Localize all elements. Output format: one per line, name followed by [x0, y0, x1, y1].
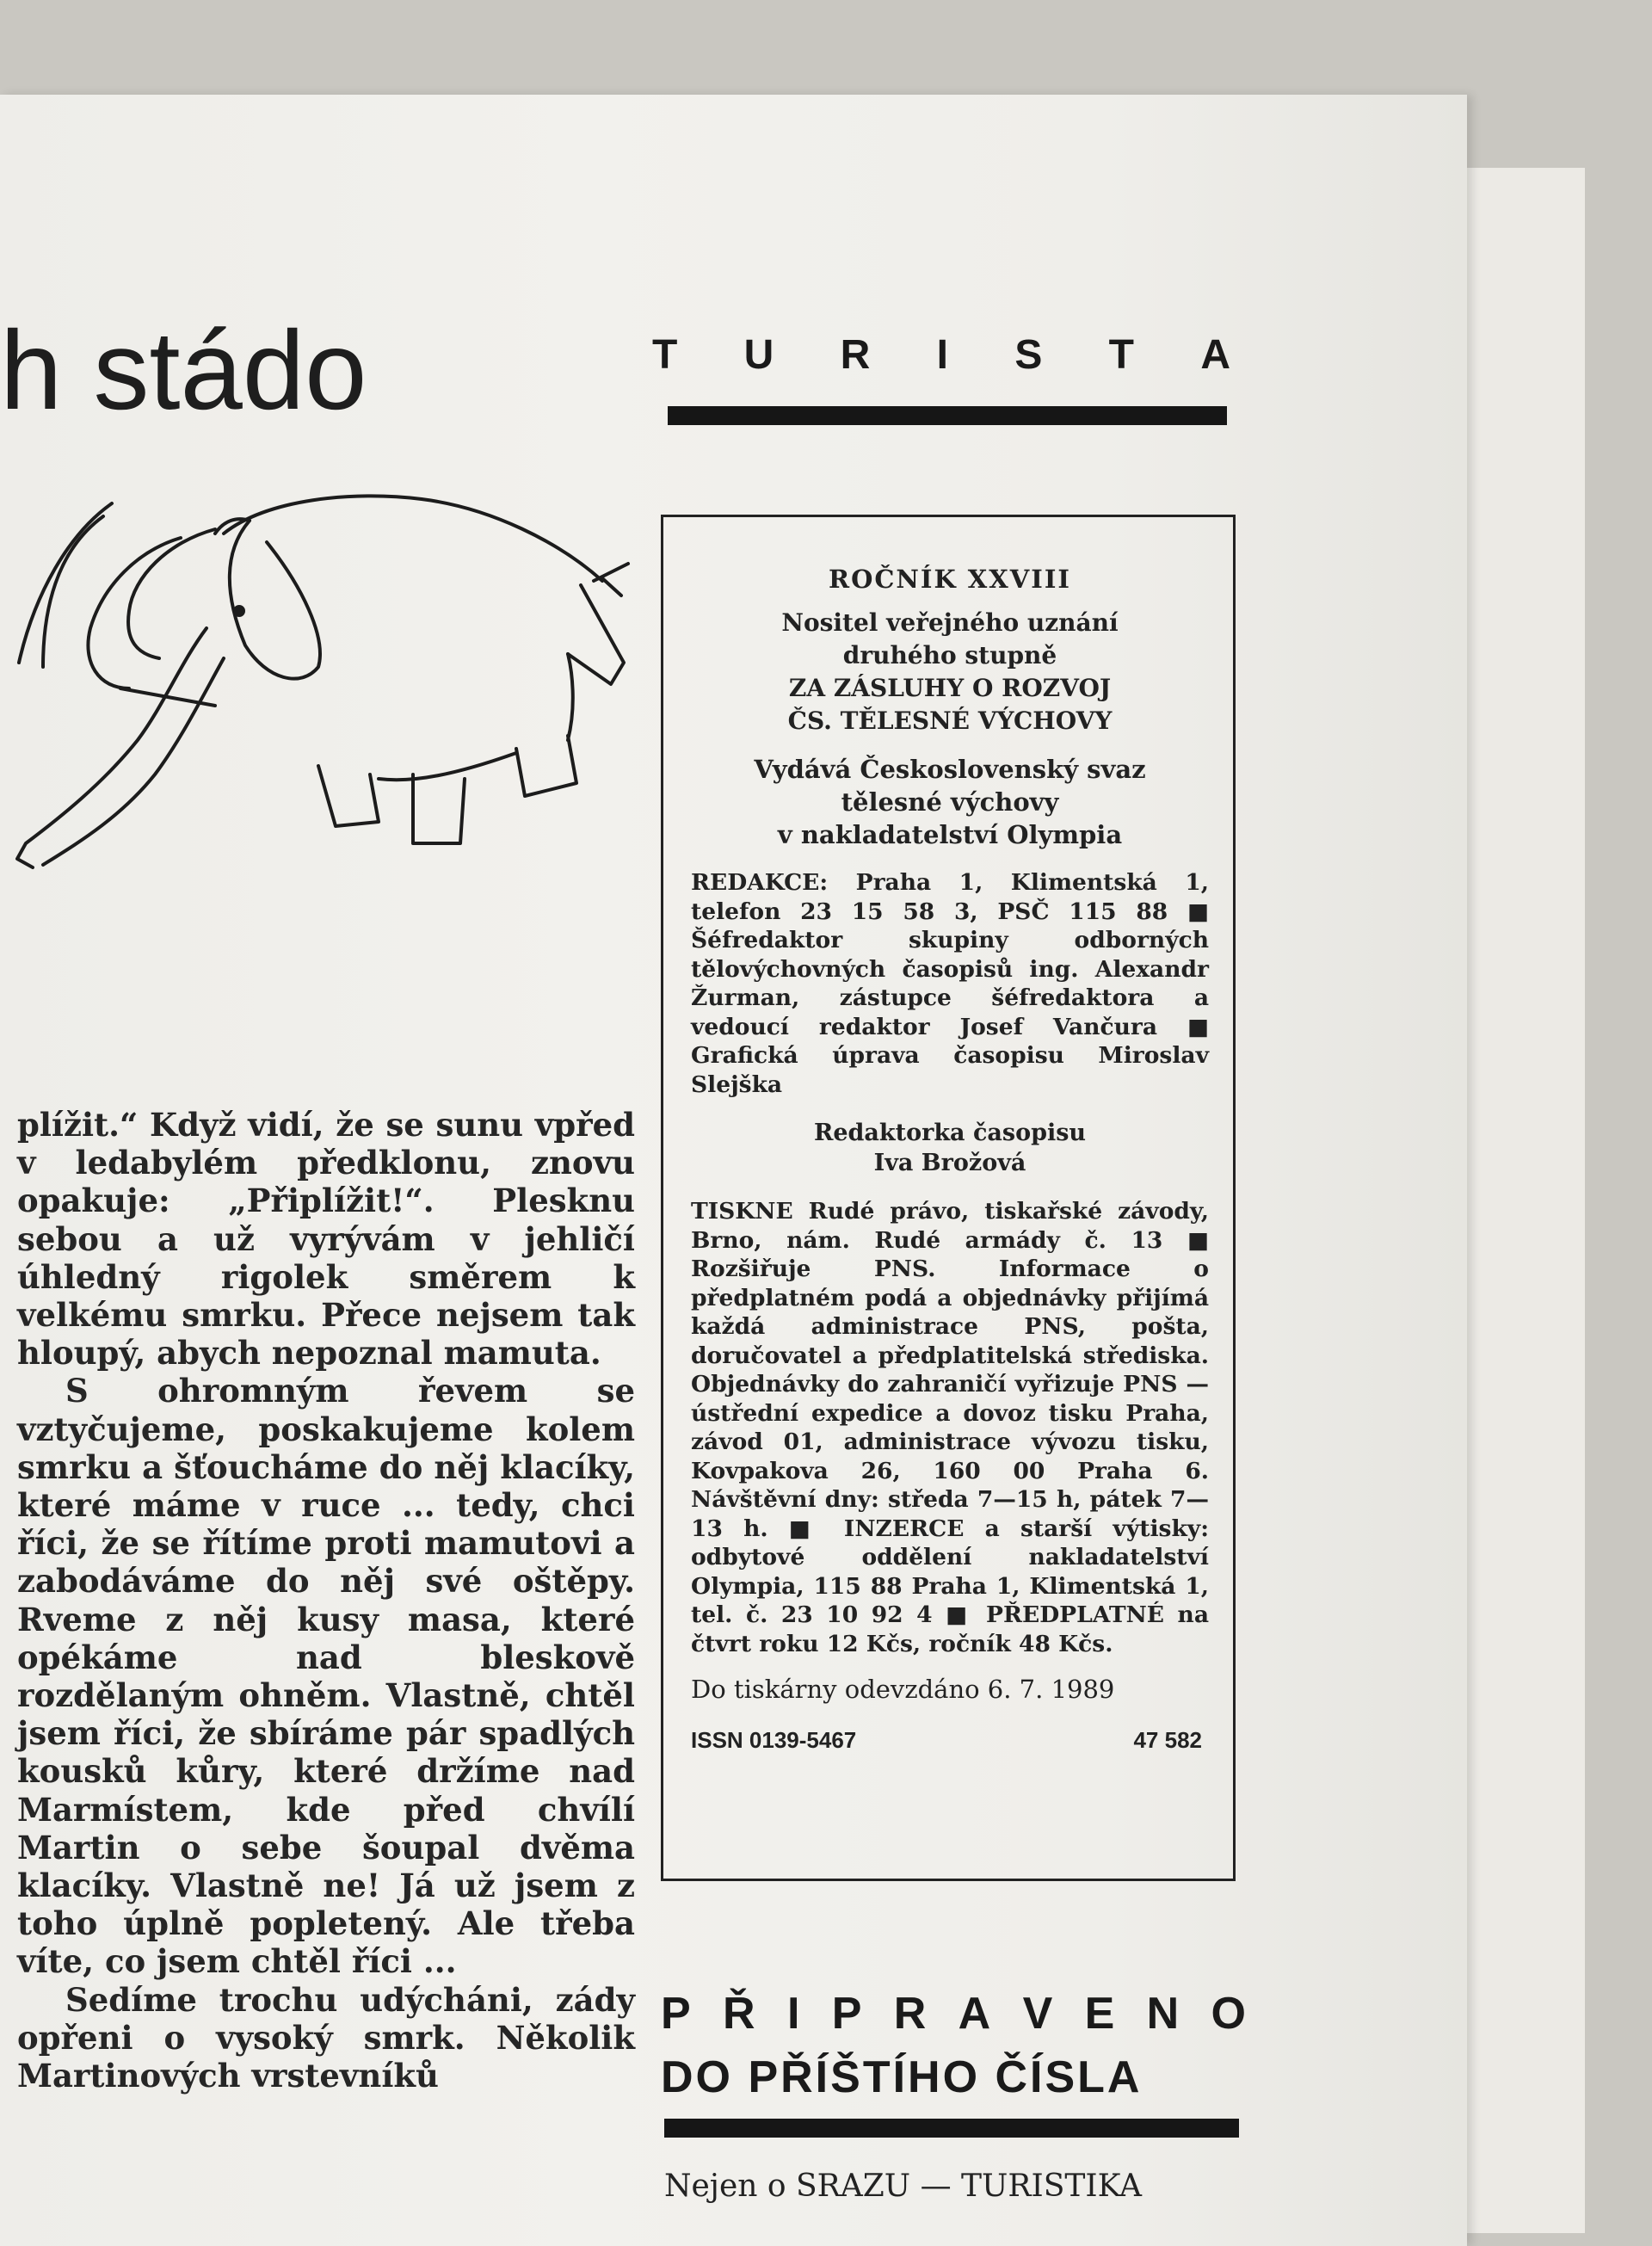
issn: ISSN 0139-5467 — [691, 1727, 857, 1753]
issn-row — [691, 1727, 1209, 1754]
masthead-letter: A — [1200, 332, 1230, 378]
next-issue-rule — [664, 2119, 1239, 2138]
volume-number: ROČNÍK XXVIII — [828, 565, 1071, 594]
article-paragraph: S ohromným řevem se vztyčujeme, poskakujeme kolem smrku a šťoucháme do něj klacíky, které máme v ruce ... tedy, chci říci, že se řítíme proti mamutovi a zabodáváme do něj své oštěpy. Rveme z něj kusy masa, které opékáme nad bleskově rozdělaným ohněm. Vlastně, chtěl jsem říci, že sbíráme pár spadlých kousků kůry, které držíme nad Marmístem, kde před chvílí Martin o sebe šoupal dvěma klacíky. Vlastně ne! Já už jsem z toho úplně popletený. Ale třeba víte, co jsem chtěl říci ... — [17, 1372, 635, 1981]
mammoth-illustration — [9, 482, 663, 938]
masthead-turista — [652, 331, 1230, 379]
masthead-letter: T — [1108, 332, 1134, 378]
masthead-letter: T — [652, 332, 678, 378]
printing-info-text: TISKNE Rudé právo, tiskařské závody, Brno, nám. Rudé armády č. 13 ■ Rozšiřuje PNS. Informace o předplatném podá a objednávky přijímá každá administrace PNS, pošta, doručovatel a předplatitelská střediska. Objednávky do zahraničí vyřizuje PNS — ústřední expedice a dovoz tisku Praha, závod 01, administrace vývozu tisku, Kovpakova 26, 160 00 Praha 6. Návštěvní dny: středa 7—15 h, pátek 7—13 h. ■ INZERCE a starší výtisky: odbytové oddělení nakladatelství Olympia, 115 88 Praha 1, Klimentská 1, tel. č. 23 10 92 4 ■ PŘEDPLATNÉ na čtvrt roku 12 Kčs, ročník 48 Kčs. — [691, 1198, 1209, 1657]
registration-number: 47 582 — [1133, 1727, 1202, 1753]
editorial-office-text: REDAKCE: Praha 1, Klimentská 1, telefon 23 15 58 3, PSČ 115 88 ■ Šéfredaktor skupiny odborných tělovýchovných časopisů ing. Alexandr Žurman, zástupce šéfredaktora a vedoucí redaktor Josef Vančura ■ Grafická úprava časopisu Miroslav Slejška — [691, 869, 1209, 1098]
next-issue-teaser: Nejen o SRAZU — TURISTIKA — [664, 2169, 1143, 2204]
award-text: Nositel veřejného uznání druhého stupně ZA ZÁSLUHY O ROZVOJ ČS. TĚLESNÉ VÝCHOVY — [781, 608, 1119, 735]
masthead-rule — [668, 406, 1227, 425]
article-text — [17, 1106, 635, 2095]
publisher-text: Vydává Československý svaz tělesné výchovy v nakladatelství Olympia — [754, 755, 1146, 849]
masthead-letter: U — [743, 332, 774, 378]
print-date: Do tiskárny odevzdáno 6. 7. 1989 — [691, 1675, 1115, 1704]
masthead-letter: S — [1014, 332, 1043, 378]
masthead-letter: I — [936, 332, 948, 378]
next-issue-heading-line2: DO PŘÍŠTÍHO ČÍSLA — [661, 2052, 1143, 2102]
masthead-letter: R — [840, 332, 871, 378]
article-heading: h stádo — [0, 307, 367, 433]
next-issue-heading-line1: P Ř I P R A V E N O — [661, 1989, 1246, 2039]
article-paragraph: Sedíme trochu udýcháni, zády opřeni o vysoký smrk. Několik Martinových vrstevníků — [17, 1980, 635, 2095]
article-paragraph: plížit.“ Když vidí, že se sunu vpřed v ledabylém předklonu, znovu opakuje: „Připlížit!“. Plesknu sebou a už vyrývám v jehličí úhledný rigolek směrem k velkému smrku. Přece nejsem tak hloupý, abych nepoznal mamuta. — [17, 1106, 635, 1373]
editor-credit: Redaktorka časopisu Iva Brožová — [813, 1120, 1087, 1176]
imprint-box — [661, 515, 1236, 1881]
